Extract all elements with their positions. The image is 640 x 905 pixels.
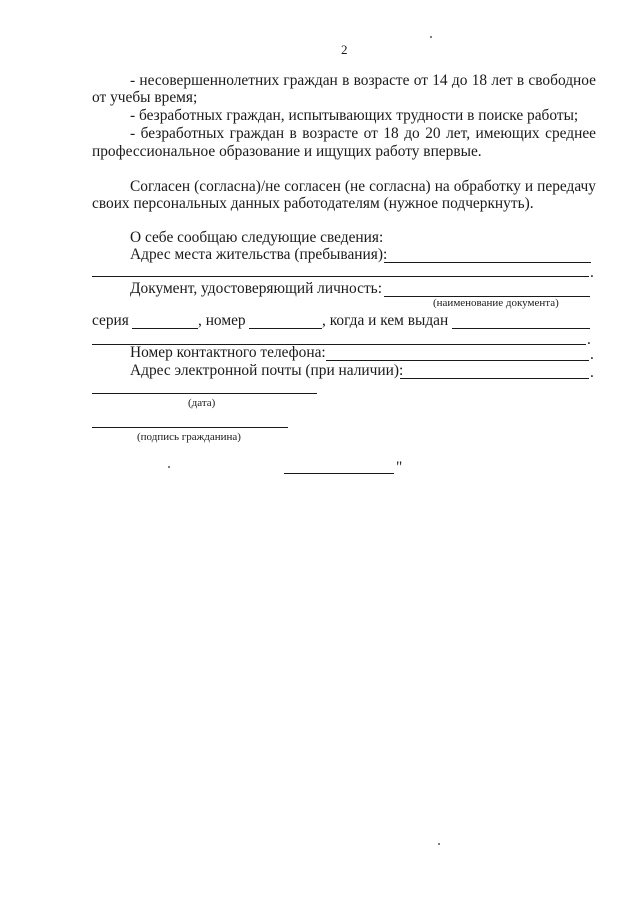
closing-line <box>284 473 394 474</box>
issued-label: , когда и кем выдан <box>322 312 449 329</box>
scan-speck <box>438 843 440 845</box>
scan-speck <box>430 36 432 38</box>
address-field-line2[interactable] <box>92 276 589 277</box>
address-end-period: . <box>590 264 594 281</box>
issued-field[interactable] <box>452 328 590 329</box>
consent-text-cont: своих персональных данных работодателям (нужное подчеркнуть). <box>92 195 534 212</box>
closing-quote: " <box>396 459 403 476</box>
document-caption: (наименование документа) <box>433 297 559 309</box>
date-caption: (дата) <box>188 397 216 409</box>
consent-text: Согласен (согласна)/не согласен (не согласна) на обработку и передачу <box>130 178 596 195</box>
phone-label: Номер контактного телефона: <box>130 344 326 361</box>
address-field[interactable] <box>384 262 591 263</box>
phone-end-period: . <box>590 346 594 363</box>
date-field[interactable] <box>92 393 317 394</box>
list-item-unemployed: - безработных граждан, испытывающих трудности в поиске работы; <box>130 107 579 124</box>
email-label: Адрес электронной почты (при наличии): <box>130 362 404 379</box>
list-item-minors: - несовершеннолетних граждан в возрасте от 14 до 18 лет в свободное <box>130 72 596 89</box>
page-number: 2 <box>341 42 348 57</box>
list-item-unemployed-young: - безработных граждан в возрасте от 18 до 20 лет, имеющих среднее <box>130 125 596 142</box>
phone-field[interactable] <box>326 360 589 361</box>
series-label: серия <box>92 312 129 329</box>
number-label: , номер <box>198 312 246 329</box>
signature-field[interactable] <box>92 427 288 428</box>
number-field[interactable] <box>249 328 322 329</box>
series-field[interactable] <box>132 328 198 329</box>
list-item-unemployed-young-cont: профессиональное образование и ищущих работу впервые. <box>92 143 482 160</box>
document-label: Документ, удостоверяющий личность: <box>130 280 382 297</box>
signature-caption: (подпись гражданина) <box>137 431 241 443</box>
address-label: Адрес места жительства (пребывания): <box>130 246 388 263</box>
list-item-minors-cont: от учебы время; <box>92 89 198 106</box>
scan-speck <box>168 466 170 468</box>
email-end-period: . <box>590 364 594 381</box>
form-intro: О себе сообщаю следующие сведения: <box>130 229 384 246</box>
issued-end-period: . <box>587 331 591 348</box>
email-field[interactable] <box>400 378 589 379</box>
